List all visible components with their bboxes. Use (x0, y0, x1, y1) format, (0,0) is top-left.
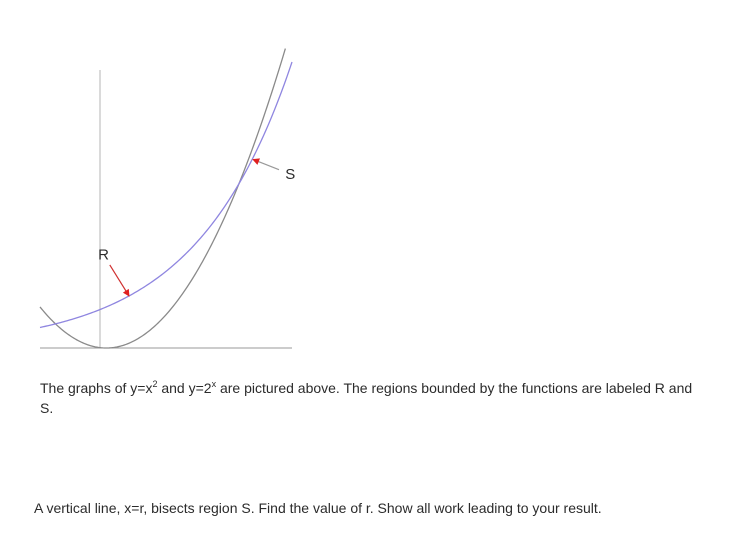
region-label-r: R (98, 246, 109, 264)
curve-x-squared (40, 49, 285, 348)
annotation-arrowhead-r (123, 289, 130, 297)
annotation-arrow-r (110, 265, 128, 293)
caption-exponent-1: 2 (152, 379, 158, 389)
question-text: A vertical line, x=r, bisects region S. Find the value of r. Show all work leading to your result. (34, 500, 602, 516)
caption-text-1: The graphs of y=x (40, 380, 153, 396)
annotation-arrow-s (256, 161, 279, 170)
caption-text-3: are pictured above. The regions bounded by the functions are labeled R and S. (40, 380, 693, 416)
graph-caption (40, 378, 700, 418)
region-label-s: S (285, 166, 296, 184)
caption-text-2: and y=2 (157, 380, 212, 396)
curve-two-to-x (40, 62, 292, 327)
caption-exponent-2: x (211, 379, 217, 389)
